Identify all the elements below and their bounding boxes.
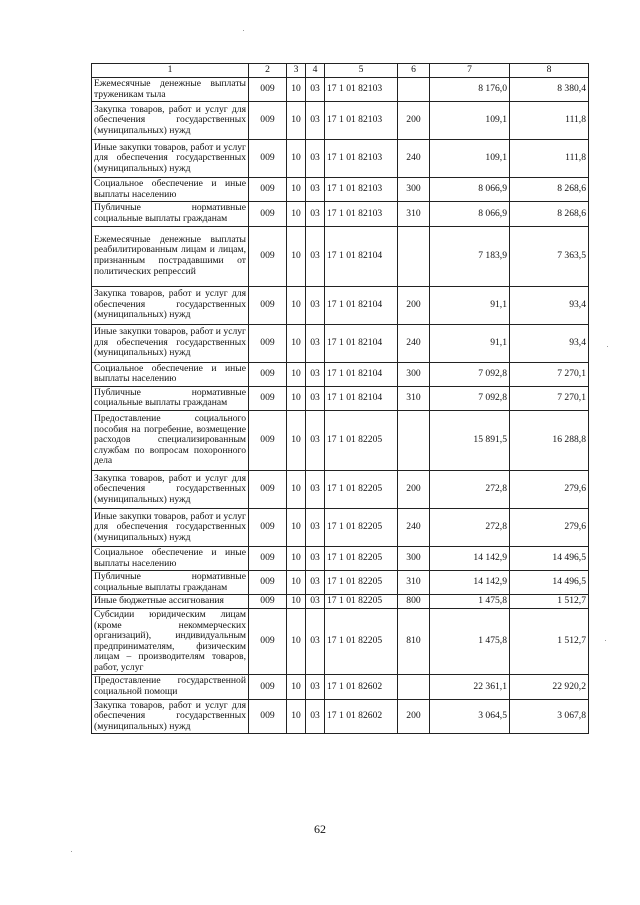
target-article-code: 17 1 01 82104 <box>325 226 398 286</box>
grbs-code: 009 <box>249 226 287 286</box>
table-row <box>92 324 589 362</box>
header-cell: 4 <box>306 64 325 78</box>
expense-type-code <box>398 410 430 470</box>
expense-type-code <box>398 226 430 286</box>
header-cell: 5 <box>325 64 398 78</box>
table-row <box>92 699 589 734</box>
subsection-code: 03 <box>306 508 325 546</box>
header-cell: 3 <box>287 64 306 78</box>
subsection-code: 03 <box>306 362 325 386</box>
target-article-code: 17 1 01 82205 <box>325 410 398 470</box>
expense-type-code: 300 <box>398 546 430 570</box>
grbs-code: 009 <box>249 410 287 470</box>
table-row <box>92 595 589 609</box>
section-code: 10 <box>287 571 306 595</box>
expense-type-code <box>398 78 430 102</box>
row-name: Предоставление социального пособия на погребение, возмещение расходов специализированным службам по вопросам похоронного дела <box>92 410 249 470</box>
section-code: 10 <box>287 78 306 102</box>
target-article-code: 17 1 01 82602 <box>325 699 398 734</box>
expense-type-code: 200 <box>398 699 430 734</box>
table-body <box>92 64 589 734</box>
section-code: 10 <box>287 324 306 362</box>
amount-year-2: 93,4 <box>510 324 589 362</box>
expense-type-code: 200 <box>398 470 430 508</box>
section-code: 10 <box>287 546 306 570</box>
target-article-code: 17 1 01 82103 <box>325 140 398 178</box>
subsection-code: 03 <box>306 675 325 699</box>
header-cell: 2 <box>249 64 287 78</box>
amount-year-1: 14 142,9 <box>430 571 510 595</box>
expense-type-code: 800 <box>398 595 430 609</box>
section-code: 10 <box>287 102 306 140</box>
header-cell: 1 <box>92 64 249 78</box>
amount-year-2: 279,6 <box>510 470 589 508</box>
grbs-code: 009 <box>249 595 287 609</box>
expense-type-code: 300 <box>398 362 430 386</box>
section-code: 10 <box>287 286 306 324</box>
row-name: Социальное обеспечение и иные выплаты населению <box>92 178 249 202</box>
row-name: Закупка товаров, работ и услуг для обеспечения государственных (муниципальных) нужд <box>92 699 249 734</box>
subsection-code: 03 <box>306 140 325 178</box>
amount-year-2: 279,6 <box>510 508 589 546</box>
amount-year-1: 91,1 <box>430 286 510 324</box>
table-row <box>92 286 589 324</box>
section-code: 10 <box>287 226 306 286</box>
amount-year-2: 8 268,6 <box>510 178 589 202</box>
amount-year-2: 3 067,8 <box>510 699 589 734</box>
table-row <box>92 178 589 202</box>
scan-speck <box>605 640 606 641</box>
grbs-code: 009 <box>249 102 287 140</box>
grbs-code: 009 <box>249 546 287 570</box>
subsection-code: 03 <box>306 226 325 286</box>
amount-year-2: 7 363,5 <box>510 226 589 286</box>
section-code: 10 <box>287 362 306 386</box>
page-number: 62 <box>314 822 326 836</box>
row-name: Иные бюджетные ассигнования <box>92 595 249 609</box>
amount-year-1: 8 176,0 <box>430 78 510 102</box>
amount-year-1: 1 475,8 <box>430 595 510 609</box>
table-row <box>92 386 589 410</box>
amount-year-2: 8 380,4 <box>510 78 589 102</box>
expense-type-code: 300 <box>398 178 430 202</box>
section-code: 10 <box>287 386 306 410</box>
subsection-code: 03 <box>306 571 325 595</box>
expense-type-code: 310 <box>398 202 430 226</box>
target-article-code: 17 1 01 82205 <box>325 508 398 546</box>
amount-year-1: 7 092,8 <box>430 362 510 386</box>
expense-type-code: 310 <box>398 386 430 410</box>
row-name: Социальное обеспечение и иные выплаты населению <box>92 546 249 570</box>
target-article-code: 17 1 01 82103 <box>325 78 398 102</box>
amount-year-1: 109,1 <box>430 140 510 178</box>
table-row <box>92 571 589 595</box>
amount-year-2: 1 512,7 <box>510 595 589 609</box>
target-article-code: 17 1 01 82205 <box>325 571 398 595</box>
grbs-code: 009 <box>249 140 287 178</box>
subsection-code: 03 <box>306 595 325 609</box>
header-cell: 8 <box>510 64 589 78</box>
target-article-code: 17 1 01 82104 <box>325 286 398 324</box>
amount-year-1: 109,1 <box>430 102 510 140</box>
row-name: Закупка товаров, работ и услуг для обеспечения государственных (муниципальных) нужд <box>92 470 249 508</box>
grbs-code: 009 <box>249 286 287 324</box>
grbs-code: 009 <box>249 699 287 734</box>
target-article-code: 17 1 01 82205 <box>325 595 398 609</box>
amount-year-2: 16 288,8 <box>510 410 589 470</box>
target-article-code: 17 1 01 82205 <box>325 608 398 675</box>
section-code: 10 <box>287 699 306 734</box>
subsection-code: 03 <box>306 78 325 102</box>
grbs-code: 009 <box>249 608 287 675</box>
scan-speck <box>243 30 244 31</box>
grbs-code: 009 <box>249 470 287 508</box>
section-code: 10 <box>287 410 306 470</box>
grbs-code: 009 <box>249 386 287 410</box>
amount-year-1: 7 183,9 <box>430 226 510 286</box>
grbs-code: 009 <box>249 178 287 202</box>
subsection-code: 03 <box>306 324 325 362</box>
expense-type-code: 240 <box>398 508 430 546</box>
amount-year-1: 1 475,8 <box>430 608 510 675</box>
amount-year-1: 7 092,8 <box>430 386 510 410</box>
expense-type-code: 200 <box>398 286 430 324</box>
expense-type-code: 310 <box>398 571 430 595</box>
amount-year-2: 14 496,5 <box>510 571 589 595</box>
expense-type-code: 240 <box>398 324 430 362</box>
section-code: 10 <box>287 140 306 178</box>
row-name: Ежемесячные денежные выплаты труженикам тыла <box>92 78 249 102</box>
section-code: 10 <box>287 595 306 609</box>
subsection-code: 03 <box>306 202 325 226</box>
amount-year-2: 93,4 <box>510 286 589 324</box>
row-name: Социальное обеспечение и иные выплаты населению <box>92 362 249 386</box>
grbs-code: 009 <box>249 675 287 699</box>
amount-year-2: 8 268,6 <box>510 202 589 226</box>
header-cell: 6 <box>398 64 430 78</box>
grbs-code: 009 <box>249 508 287 546</box>
amount-year-1: 272,8 <box>430 508 510 546</box>
row-name: Ежемесячные денежные выплаты реабилитированным лицам и лицам, признанным пострадавшими от политических репрессий <box>92 226 249 286</box>
table-row <box>92 102 589 140</box>
target-article-code: 17 1 01 82103 <box>325 178 398 202</box>
row-name: Публичные нормативные социальные выплаты гражданам <box>92 571 249 595</box>
subsection-code: 03 <box>306 410 325 470</box>
subsection-code: 03 <box>306 608 325 675</box>
table-row <box>92 675 589 699</box>
table-row <box>92 608 589 675</box>
row-name: Публичные нормативные социальные выплаты гражданам <box>92 202 249 226</box>
table-row <box>92 508 589 546</box>
amount-year-1: 15 891,5 <box>430 410 510 470</box>
table-row <box>92 78 589 102</box>
row-name: Иные закупки товаров, работ и услуг для обеспечения государственных (муниципальных) нужд <box>92 140 249 178</box>
row-name: Публичные нормативные социальные выплаты гражданам <box>92 386 249 410</box>
amount-year-1: 8 066,9 <box>430 178 510 202</box>
section-code: 10 <box>287 178 306 202</box>
amount-year-2: 7 270,1 <box>510 386 589 410</box>
target-article-code: 17 1 01 82104 <box>325 362 398 386</box>
target-article-code: 17 1 01 82103 <box>325 102 398 140</box>
amount-year-1: 272,8 <box>430 470 510 508</box>
grbs-code: 009 <box>249 362 287 386</box>
expense-type-code: 810 <box>398 608 430 675</box>
table-row <box>92 410 589 470</box>
row-name: Закупка товаров, работ и услуг для обеспечения государственных (муниципальных) нужд <box>92 102 249 140</box>
grbs-code: 009 <box>249 202 287 226</box>
amount-year-2: 111,8 <box>510 140 589 178</box>
target-article-code: 17 1 01 82205 <box>325 470 398 508</box>
row-name: Предоставление государственной социальной помощи <box>92 675 249 699</box>
table-row <box>92 470 589 508</box>
subsection-code: 03 <box>306 178 325 202</box>
subsection-code: 03 <box>306 470 325 508</box>
table-row <box>92 202 589 226</box>
target-article-code: 17 1 01 82205 <box>325 546 398 570</box>
target-article-code: 17 1 01 82104 <box>325 324 398 362</box>
row-name: Иные закупки товаров, работ и услуг для обеспечения государственных (муниципальных) нужд <box>92 508 249 546</box>
amount-year-1: 8 066,9 <box>430 202 510 226</box>
table-row <box>92 362 589 386</box>
amount-year-2: 111,8 <box>510 102 589 140</box>
table-row <box>92 546 589 570</box>
subsection-code: 03 <box>306 546 325 570</box>
scan-speck <box>607 346 608 347</box>
expense-type-code: 240 <box>398 140 430 178</box>
scan-speck <box>71 851 72 852</box>
subsection-code: 03 <box>306 699 325 734</box>
subsection-code: 03 <box>306 102 325 140</box>
amount-year-1: 91,1 <box>430 324 510 362</box>
subsection-code: 03 <box>306 286 325 324</box>
header-cell: 7 <box>430 64 510 78</box>
section-code: 10 <box>287 470 306 508</box>
table-row <box>92 140 589 178</box>
amount-year-2: 22 920,2 <box>510 675 589 699</box>
expense-type-code <box>398 675 430 699</box>
amount-year-2: 1 512,7 <box>510 608 589 675</box>
budget-table <box>91 63 589 734</box>
section-code: 10 <box>287 202 306 226</box>
section-code: 10 <box>287 675 306 699</box>
amount-year-1: 3 064,5 <box>430 699 510 734</box>
grbs-code: 009 <box>249 571 287 595</box>
row-name: Субсидии юридическим лицам (кроме некоммерческих организаций), индивидуальным предпринимателям, физическим лицам – производителям товаров, работ, услуг <box>92 608 249 675</box>
amount-year-1: 14 142,9 <box>430 546 510 570</box>
row-name: Иные закупки товаров, работ и услуг для обеспечения государственных (муниципальных) нужд <box>92 324 249 362</box>
amount-year-2: 14 496,5 <box>510 546 589 570</box>
target-article-code: 17 1 01 82103 <box>325 202 398 226</box>
section-code: 10 <box>287 608 306 675</box>
expense-type-code: 200 <box>398 102 430 140</box>
grbs-code: 009 <box>249 78 287 102</box>
section-code: 10 <box>287 508 306 546</box>
row-name: Закупка товаров, работ и услуг для обеспечения государственных (муниципальных) нужд <box>92 286 249 324</box>
table-row <box>92 226 589 286</box>
amount-year-2: 7 270,1 <box>510 362 589 386</box>
target-article-code: 17 1 01 82602 <box>325 675 398 699</box>
subsection-code: 03 <box>306 386 325 410</box>
target-article-code: 17 1 01 82104 <box>325 386 398 410</box>
amount-year-1: 22 361,1 <box>430 675 510 699</box>
header-row <box>92 64 589 78</box>
grbs-code: 009 <box>249 324 287 362</box>
